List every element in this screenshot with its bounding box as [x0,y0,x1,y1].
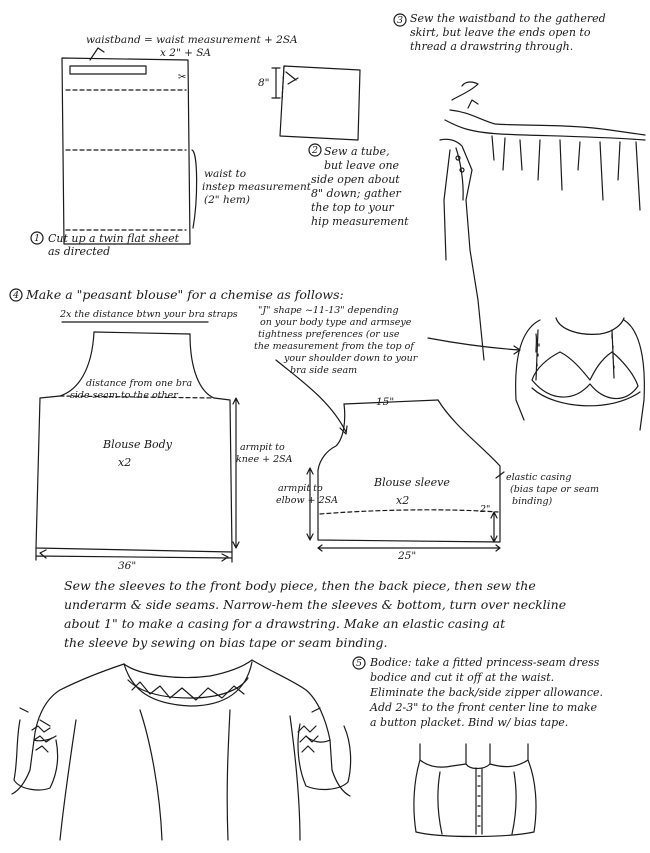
j-shape-line-6: bra side seam [290,365,358,376]
svg-text:✂: ✂ [178,72,187,83]
j-shape-line-3: tightness preferences (or use [258,329,400,340]
straps-label: 2x the distance btwn your bra straps [60,309,238,320]
step3-line-3: thread a drawstring through. [410,40,574,53]
step5-line-3: Eliminate the back/side zipper allowance. [370,686,604,699]
peasant-blouse-sketch [12,660,351,840]
step5-line-1: Bodice: take a fitted princess-seam dress [370,656,600,669]
blouse-sleeve-label: Blouse sleeve [374,476,450,489]
body-width: 36" [118,560,137,572]
sleeve-top-dim: 15" [376,396,395,408]
bodice-sketch [414,744,536,837]
step2-line-6: hip measurement [311,215,409,228]
instructions-line-4: the sleeve by sewing on bias tape or seam binding. [64,635,388,650]
armpit-elbow-2: elbow + 2SA [276,495,339,506]
step3-line-1: Sew the waistband to the gathered [410,12,606,25]
step2-line-3: side open about [311,173,400,186]
step5-line-4: Add 2-3" to the front center line to make [370,701,598,714]
waist-label-1: waist to [204,168,247,180]
instructions-line-1: Sew the sleeves to the front body piece, then the back piece, then sew the [64,578,536,593]
seam-label-2: side seam to the other [70,390,178,401]
sheet-diagram [62,48,197,244]
waistband-dims: x 2" + SA [160,47,212,59]
waist-label-2: instep measurement [202,181,311,193]
gathered-skirt-sketch [440,82,645,360]
casing-label-3: binding) [512,496,553,507]
j-shape-line-1: "J" shape ~11-13" depending [258,305,399,316]
step1-caption-1: Cut up a twin flat sheet [48,232,180,245]
step2-line-1: Sew a tube, [324,145,390,158]
step1-number: 1 [34,233,41,244]
step1-caption-2: as directed [48,245,111,258]
step2-number: 2 [312,145,319,156]
armpit-knee-1: armpit to [240,442,285,453]
sleeve-width: 25" [398,550,417,562]
step4-heading: Make a "peasant blouse" for a chemise as follows: [26,287,344,302]
armpit-elbow-1: armpit to [278,483,323,494]
seam-label-1: distance from one bra [86,378,193,389]
casing-label-1: elastic casing [506,472,572,483]
blouse-body-label: Blouse Body [103,438,172,451]
waist-label-3: (2" hem) [204,194,250,206]
step2-line-5: the top to your [311,201,394,214]
armpit-knee-2: knee + 2SA [236,454,293,465]
tube-dim: 8" [258,77,270,89]
step3-number: 3 [397,15,404,26]
instructions-line-2: underarm & side seams. Narrow-hem the sleeves & bottom, turn over neckline [64,597,567,612]
blouse-sleeve-qty: x2 [396,494,410,507]
step5-number: 5 [356,658,363,669]
j-shape-line-5: your shoulder down to your [284,353,418,364]
step3-line-2: skirt, but leave the ends open to [410,26,591,39]
step4-number: 4 [13,290,20,301]
tube-diagram [272,66,360,140]
waistband-label: waistband = waist measurement + 2SA [86,34,298,46]
casing-dim: 2" [480,504,491,515]
step2-line-4: 8" down; gather [311,187,401,200]
casing-label-2: (bias tape or seam [510,484,600,495]
j-shape-line-4: the measurement from the top of [254,341,414,352]
step5-line-5: a button placket. Bind w/ bias tape. [370,716,569,729]
instructions-line-3: about 1" to make a casing for a drawstring. Make an elastic casing at [64,616,506,631]
step5-line-2: bodice and cut it off at the waist. [370,671,555,684]
j-shape-line-2: on your body type and armseye [260,317,412,328]
blouse-body-qty: x2 [118,456,132,469]
step2-line-2: but leave one [324,159,400,172]
bra-sketch [516,318,645,430]
